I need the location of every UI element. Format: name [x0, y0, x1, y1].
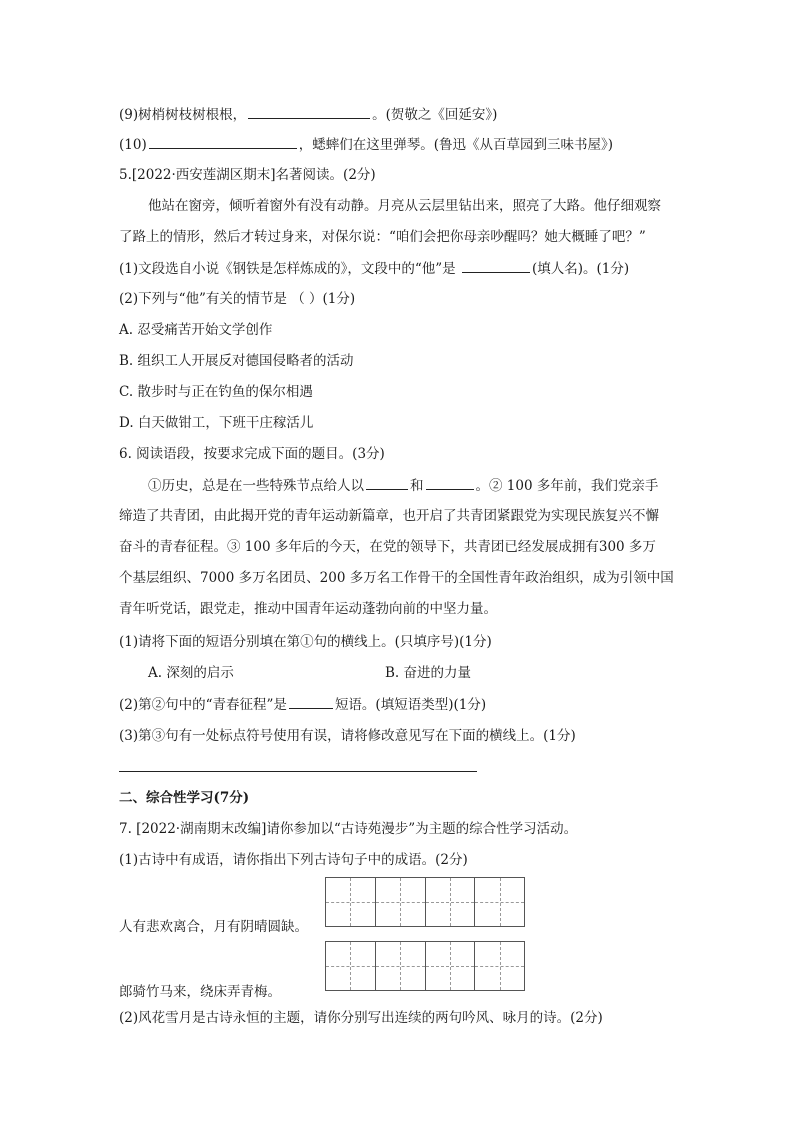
q10-line: [119, 134, 613, 155]
q6-passage-line-3: 奋斗的青春征程。③ 100 多年后的今天，在党的领导下，共青团已经发展成拥有300 多万: [119, 539, 656, 555]
q10-source: ，蟋蟀们在这里弹琴。(鲁迅《从百草园到三味书屋》): [298, 137, 614, 153]
q5-sub2: (2)下列与“他”有关的情节是 （ ）(1分): [119, 291, 356, 307]
q7-sub1: (1)古诗中有成语，请你指出下列古诗句子中的成语。(2分): [119, 852, 468, 868]
q6-blank-2[interactable]: [426, 475, 474, 490]
q9-line: [119, 104, 497, 125]
q5-sub1-text: (1)文段选自小说《钢铁是怎样炼成的》，文段中的“他”是: [119, 261, 460, 277]
q6-answer-line[interactable]: [119, 771, 477, 772]
grid-cell[interactable]: [426, 878, 476, 926]
q9-answer-blank[interactable]: [248, 104, 370, 119]
q6-p1-and: 和: [410, 478, 424, 494]
answer-grid-1[interactable]: [325, 877, 525, 927]
q5-title: 5.[2022·西安莲湖区期末]名著阅读。(2分): [119, 167, 376, 183]
q5-option-c: C. 散步时与正在钓鱼的保尔相遇: [119, 384, 313, 400]
grid-cell[interactable]: [475, 942, 524, 990]
q6-sub1: (1)请将下面的短语分别填在第①句的横线上。(只填序号)(1分): [119, 634, 492, 650]
q5-passage-line-1: 他站在窗旁，倾听着窗外有没有动静。月亮从云层里钻出来，照亮了大路。他仔细观察: [148, 198, 661, 214]
grid-cell[interactable]: [376, 878, 426, 926]
q7-poem-line-2: 郎骑竹马来，绕床弄青梅。: [119, 984, 281, 1000]
grid-cell[interactable]: [426, 942, 476, 990]
q5-sub1-blank[interactable]: [462, 258, 530, 273]
q7-title: 7. [2022·湖南期末改编]请你参加以“古诗苑漫步”为主题的综合性学习活动。: [119, 821, 578, 837]
q6-blank-1[interactable]: [366, 475, 408, 490]
q5-option-d: D. 白天做钳工，下班干庄稼活儿: [119, 415, 314, 431]
q6-passage-line-2: 缔造了共青团，由此揭开党的青年运动新篇章，也开启了共青团紧跟党为实现民族复兴不懈: [119, 508, 659, 524]
q7-poem-line-1: 人有悲欢离合，月有阴晴圆缺。: [119, 919, 308, 935]
q9-source: 。(贺敬之《回延安》): [372, 107, 498, 123]
q6-p1-text: ①历史，总是在一些特殊节点给人以: [148, 478, 364, 494]
q9-text: (9)树梢树枝树根根，: [119, 107, 247, 123]
q7-sub2: (2)风花雪月是古诗永恒的主题，请你分别写出连续的两句吟风、咏月的诗。(2分): [119, 1010, 603, 1026]
q6-passage-line-1: [148, 475, 658, 496]
q5-option-a: A. 忍受痛苦开始文学创作: [119, 322, 273, 338]
grid-cell[interactable]: [326, 942, 376, 990]
grid-cell[interactable]: [475, 878, 524, 926]
q6-option-b: B. 奋进的力量: [385, 665, 472, 681]
q6-p1-tail: 。② 100 多年前，我们党亲手: [475, 478, 659, 494]
q10-answer-blank[interactable]: [149, 134, 297, 149]
q5-sub1-tail: (填人名)。(1分): [531, 261, 630, 277]
q6-sub2: [119, 694, 486, 715]
q6-sub2-blank[interactable]: [289, 694, 333, 709]
q6-sub2-text: (2)第②句中的“青春征程”是: [119, 697, 287, 713]
q6-sub2-tail: 短语。(填短语类型)(1分): [334, 697, 487, 713]
q5-sub1: [119, 258, 629, 279]
q6-passage-line-4: 个基层组织、7000 多万名团员、200 多万名工作骨干的全国性青年政治组织，成为引领中国: [119, 570, 674, 586]
q5-option-b: B. 组织工人开展反对德国侵略者的活动: [119, 353, 354, 369]
answer-grid-2[interactable]: [325, 941, 525, 991]
q6-title: 6. 阅读语段，按要求完成下面的题目。(3分): [119, 446, 385, 462]
q10-text: (10): [119, 137, 147, 153]
section2-heading: 二、综合性学习(7分): [119, 790, 250, 806]
q6-option-a: A. 深刻的启示: [148, 665, 234, 681]
grid-cell[interactable]: [326, 878, 376, 926]
grid-cell[interactable]: [376, 942, 426, 990]
q5-passage-line-2: 了路上的情形，然后才转过身来，对保尔说：“咱们会把你母亲吵醒吗？她大概睡了吧？”: [119, 229, 646, 245]
q6-sub3: (3)第③句有一处标点符号使用有误，请将修改意见写在下面的横线上。(1分): [119, 728, 576, 744]
q6-passage-line-5: 青年听党话，跟党走，推动中国青年运动蓬勃向前的中坚力量。: [119, 601, 497, 617]
